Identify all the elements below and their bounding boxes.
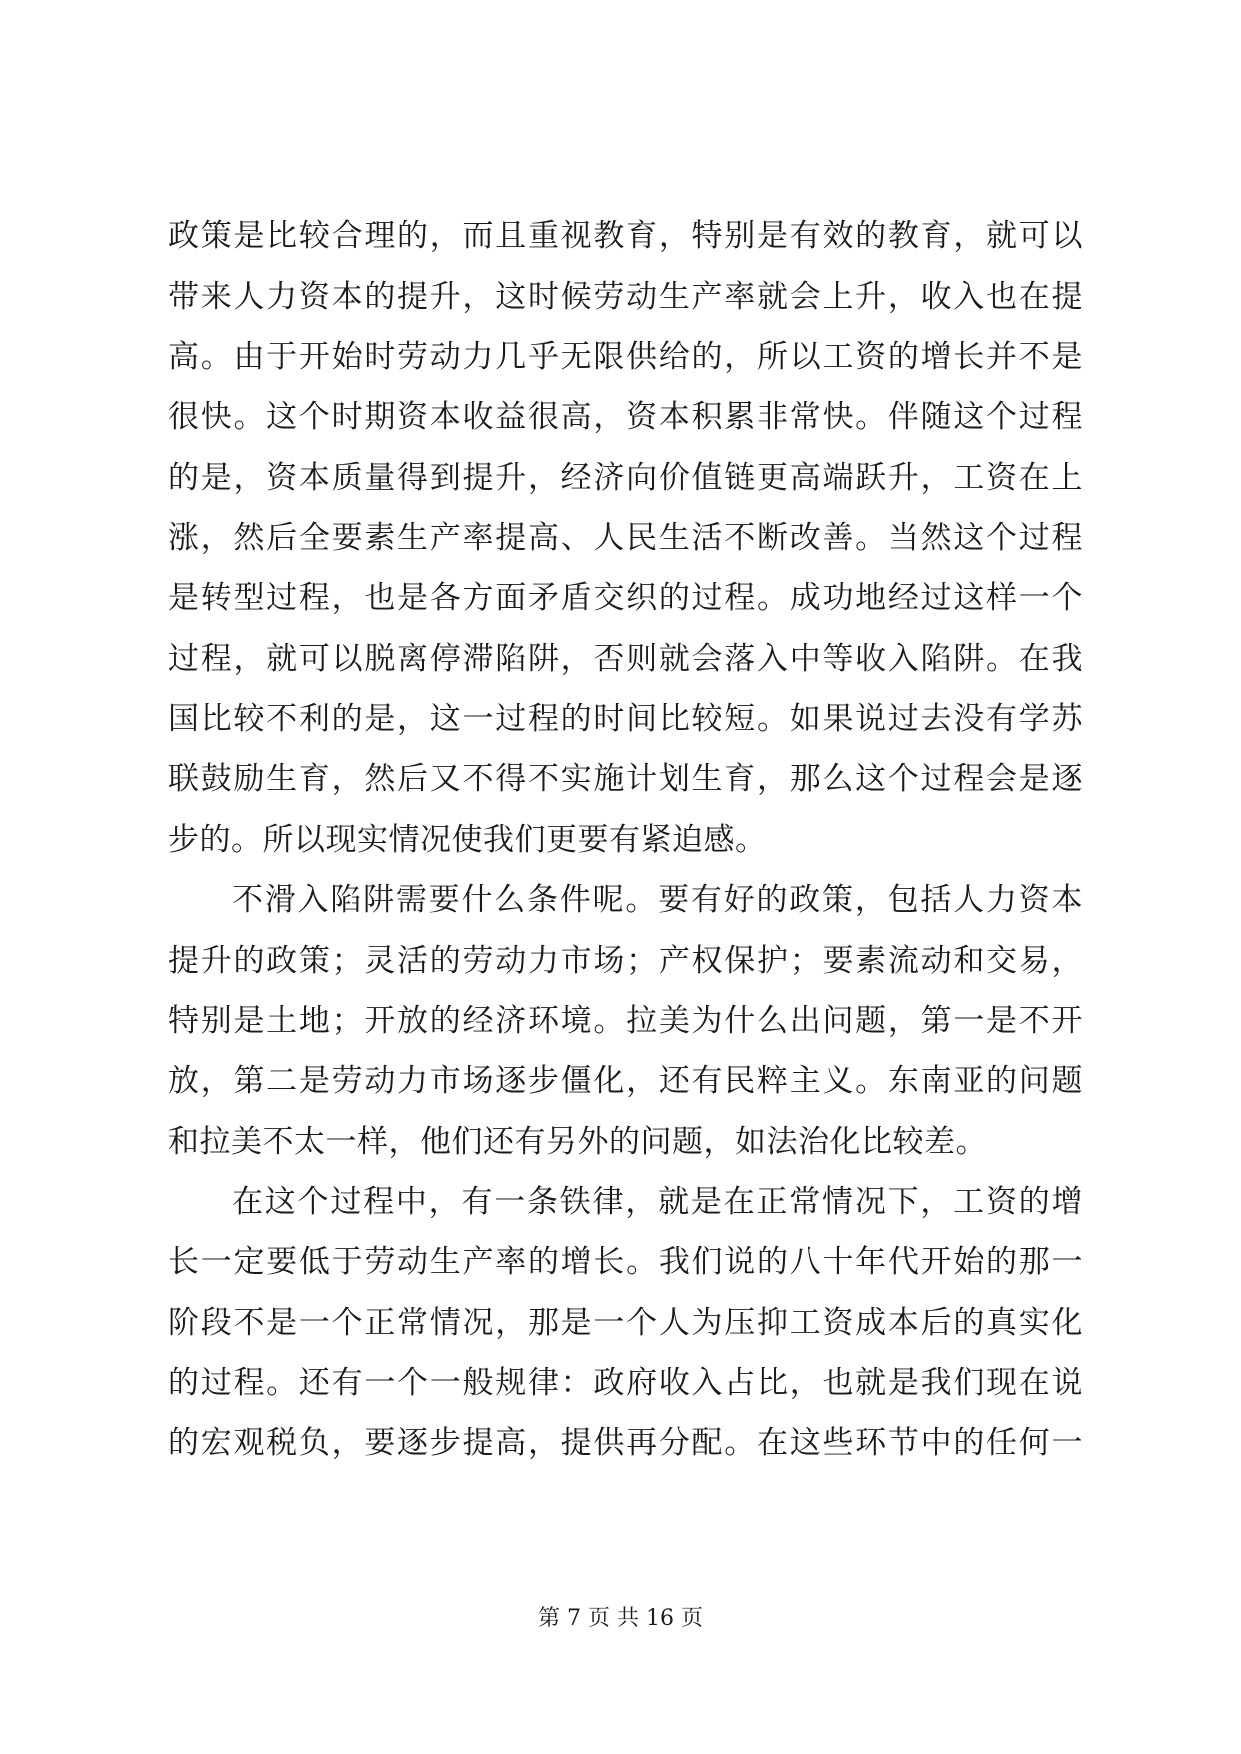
text-line: 和拉美不太一样，他们还有另外的问题，如法治化比较差。 xyxy=(168,1124,987,1160)
text-line: 放，第二是劳动力市场逐步僵化，还有民粹主义。东南亚的问题 xyxy=(168,1063,1083,1099)
text-line: 提升的政策；灵活的劳动力市场；产权保护；要素流动和交易， xyxy=(168,943,1083,979)
text-line: 阶段不是一个正常情况，那是一个人为压抑工资成本后的真实化 xyxy=(168,1305,1083,1341)
text-line: 特别是土地；开放的经济环境。拉美为什么出问题，第一是不开 xyxy=(168,1003,1083,1039)
text-line: 带来人力资本的提升，这时候劳动生产率就会上升，收入也在提 xyxy=(168,279,1083,315)
text-line: 是转型过程，也是各方面矛盾交织的过程。成功地经过这样一个 xyxy=(168,580,1083,616)
text-line: 政策是比较合理的，而且重视教育，特别是有效的教育，就可以 xyxy=(168,218,1083,254)
text-line: 的宏观税负，要逐步提高，提供再分配。在这些环节中的任何一 xyxy=(168,1425,1083,1461)
text-line: 步的。所以现实情况使我们更要有紧迫感。 xyxy=(168,822,767,858)
text-line: 高。由于开始时劳动力几乎无限供给的，所以工资的增长并不是 xyxy=(168,339,1083,375)
text-line: 涨，然后全要素生产率提高、人民生活不断改善。当然这个过程 xyxy=(168,520,1083,556)
page-footer: 第 7 页 共 16 页 xyxy=(538,1606,703,1631)
text-line: 的过程。还有一个一般规律：政府收入占比，也就是我们现在说 xyxy=(168,1365,1083,1401)
text-line: 过程，就可以脱离停滞陷阱，否则就会落入中等收入陷阱。在我 xyxy=(168,641,1083,677)
text-line: 长一定要低于劳动生产率的增长。我们说的八十年代开始的那一 xyxy=(168,1244,1083,1280)
text-line: 的是，资本质量得到提升，经济向价值链更高端跃升，工资在上 xyxy=(168,460,1083,496)
text-line: 不滑入陷阱需要什么条件呢。要有好的政策，包括人力资本 xyxy=(232,882,1083,918)
text-line: 在这个过程中，有一条铁律，就是在正常情况下，工资的增 xyxy=(232,1184,1083,1220)
text-line: 很快。这个时期资本收益很高，资本积累非常快。伴随这个过程 xyxy=(168,399,1083,435)
text-line: 国比较不利的是，这一过程的时间比较短。如果说过去没有学苏 xyxy=(168,701,1083,737)
text-line: 联鼓励生育，然后又不得不实施计划生育，那么这个过程会是逐 xyxy=(168,761,1083,797)
